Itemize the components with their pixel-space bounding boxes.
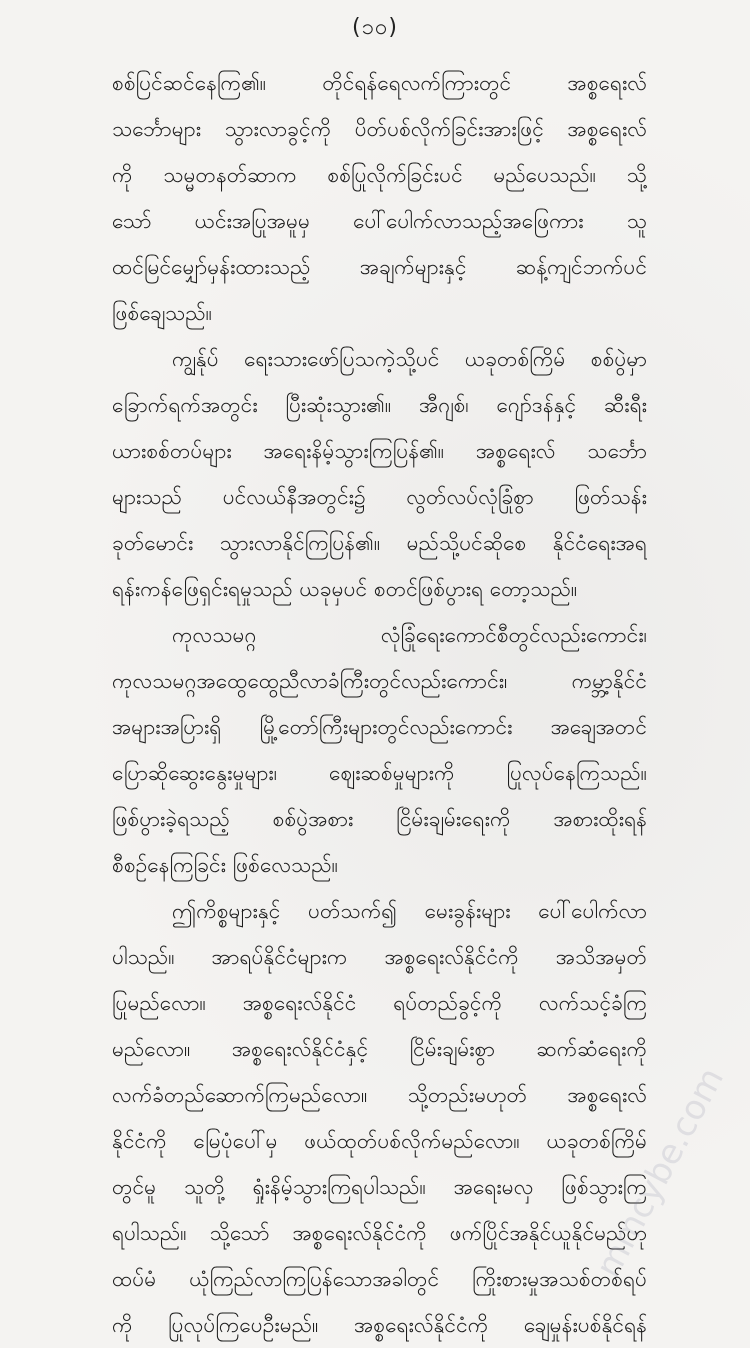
- text-line: တွင်မူ သူတို့ ရှုံးနိမ့်သွားကြရပါသည်။ အရေးမလှ ဖြစ်သွားကြ: [112, 1175, 647, 1199]
- text-line: ပါသည်။ အာရပ်နိုင်ငံများက အစ္စရေးလ်နိုင်ငံကို အသိအမှတ်: [112, 945, 647, 969]
- text-line: နိုင်ငံကို မြေပုံပေါ်မှ ဖယ်ထုတ်ပစ်လိုက်မည်လော။ ယခုတစ်ကြိမ်: [112, 1129, 647, 1153]
- text-line: လက်ခံတည်ဆောက်ကြမည်လော။ သို့တည်းမဟုတ် အစ္စရေးလ်: [112, 1083, 647, 1107]
- text-line: ပြောဆိုဆွေးနွေးမှုများ၊ ဈေးဆစ်မှုများကို ပြုလုပ်နေကြသည်။: [112, 761, 647, 785]
- watermark: mmcybe.com: [588, 1061, 732, 1284]
- text-line: ဤကိစ္စများနှင့် ပတ်သက်၍ မေးခွန်းများ ပေါ်ပေါက်လာ: [172, 899, 647, 923]
- text-line: ပြုမည်လော။ အစ္စရေးလ်နိုင်ငံ ရပ်တည်ခွင့်ကို လက်သင့်ခံကြ: [112, 991, 647, 1015]
- text-line: မည်လော။ အစ္စရေးလ်နိုင်ငံနှင့် ငြိမ်းချမ်းစွာ ဆက်ဆံရေးကို: [112, 1037, 647, 1061]
- text-line: များသည် ပင်လယ်နီအတွင်း၌ လွတ်လပ်လုံခြုံစွာ ဖြတ်သန်း: [112, 485, 647, 509]
- text-line: ကို ပြုလုပ်ကြပေဦးမည်။ အစ္စရေးလ်နိုင်ငံကို ချေမှုန်းပစ်နိုင်ရန်: [112, 1313, 647, 1337]
- text-line: ကုလသမဂ္ဂ လုံခြုံရေးကောင်စီတွင်လည်းကောင်း၊: [172, 623, 647, 647]
- paragraph-2: [112, 336, 647, 612]
- body-text: [112, 60, 647, 1348]
- paragraph-4: [112, 888, 647, 1348]
- page-number: (၁၀): [352, 15, 398, 40]
- text-line: ဖြစ်ချေသည်။: [112, 301, 213, 325]
- text-line: ရန်းကန်ဖြေရှင်းရမှုသည် ယခုမှပင် စတင်ဖြစ်ပွားရ တော့သည်။: [112, 577, 578, 601]
- text-line: စီစဉ်နေကြခြင်း ဖြစ်လေသည်။: [112, 853, 339, 877]
- text-line: ထင်မြင်မျှော်မှန်းထားသည့် အချက်များနှင့် ဆန့်ကျင်ဘက်ပင်: [112, 255, 647, 279]
- text-line: ကုလသမဂ္ဂအထွေထွေညီလာခံကြီးတွင်လည်းကောင်း၊ ကမ္ဘာ့နိုင်ငံ: [112, 669, 647, 693]
- text-line: ယားစစ်တပ်များ အရေးနိမ့်သွားကြပြန်၏။ အစ္စရေးလ် သင်္ဘော: [112, 439, 647, 463]
- text-line: စစ်ပြင်ဆင်နေကြ၏။ တိုင်ရန်ရေလက်ကြားတွင် အစ္စရေးလ်: [112, 71, 647, 95]
- text-line: ဖြစ်ပွားခဲ့ရသည့် စစ်ပွဲအစား ငြိမ်းချမ်းရေးကို အစားထိုးရန်: [112, 807, 647, 831]
- text-line: ရပါသည်။ သို့သော် အစ္စရေးလ်နိုင်ငံကို ဖက်ပြိုင်အနိုင်ယူနိုင်မည်ဟု: [112, 1221, 647, 1245]
- text-line: ထပ်မံ ယုံကြည်လာကြပြန်သောအခါတွင် ကြိုးစားမှုအသစ်တစ်ရပ်: [112, 1267, 647, 1291]
- paragraph-1: [112, 60, 647, 336]
- text-line: သင်္ဘောများ သွားလာခွင့်ကို ပိတ်ပစ်လိုက်ခြင်းအားဖြင့် အစ္စရေးလ်: [112, 117, 647, 141]
- text-line: ကျွန်ုပ် ရေးသားဖော်ပြသကဲ့သို့ပင် ယခုတစ်ကြိမ် စစ်ပွဲမှာ: [172, 347, 647, 371]
- paragraph-3: [112, 612, 647, 888]
- text-line: သော် ယင်းအပြုအမူမှ ပေါ်ပေါက်လာသည့်အဖြေကား သူ: [112, 209, 647, 233]
- text-line: အများအပြားရှိ မြို့တော်ကြီးများတွင်လည်းကောင်း အချေအတင်: [112, 715, 647, 739]
- text-line: ခုတ်မောင်း သွားလာနိုင်ကြပြန်၏။ မည်သို့ပင်ဆိုစေ နိုင်ငံရေးအရ: [112, 531, 647, 555]
- text-line: ကို သမ္မတနတ်ဆာက စစ်ပြုလိုက်ခြင်းပင် မည်ပေသည်။ သို့: [112, 163, 647, 187]
- text-line: ခြောက်ရက်အတွင်း ပြီးဆုံးသွား၏။ အီဂျစ်၊ ဂျော်ဒန်နှင့် ဆီးရီး: [112, 393, 647, 417]
